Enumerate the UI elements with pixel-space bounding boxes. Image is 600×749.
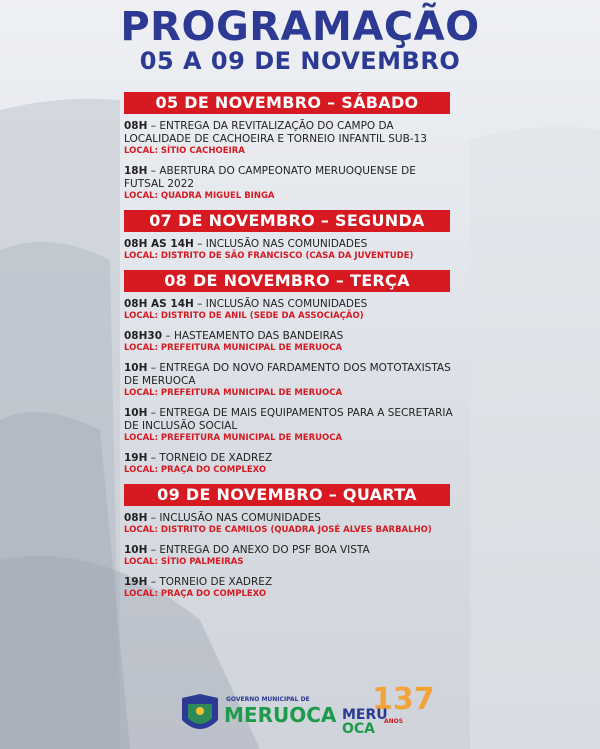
title-line-2: 05 A 09 DE NOVEMBRO xyxy=(139,47,461,75)
event-location: LOCAL: PREFEITURA MUNICIPAL DE MERUOCA xyxy=(124,388,343,398)
event-location: LOCAL: DISTRITO DE CAMILOS (QUADRA JOSÉ ALVES BARBALHO) xyxy=(124,525,432,535)
event-time: 08H AS 14H xyxy=(124,238,194,250)
event-time: 08H30 xyxy=(124,330,163,342)
event-item xyxy=(124,120,454,157)
event-text: – INCLUSÃO NAS COMUNIDADES xyxy=(193,238,368,250)
event-item xyxy=(124,452,454,476)
event-text: – ENTREGA DO ANEXO DO PSF BOA VISTA xyxy=(147,544,370,556)
day-block xyxy=(124,92,454,202)
anniv-label: ANOS xyxy=(384,718,404,725)
event-text: – ENTREGA DO NOVO FARDAMENTO DOS MOTOTAXISTAS DE MERUOCA xyxy=(124,362,451,387)
day-header: 08 DE NOVEMBRO – TERÇA xyxy=(124,270,450,292)
event-text: – ABERTURA DO CAMPEONATO MERUOQUENSE DE FUTSAL 2022 xyxy=(124,165,416,190)
event-item xyxy=(124,165,454,202)
event-description xyxy=(124,407,454,433)
event-location: LOCAL: DISTRITO DE SÃO FRANCISCO (CASA DA JUVENTUDE) xyxy=(124,251,414,261)
schedule xyxy=(124,92,454,608)
anniv-number: 137 xyxy=(372,682,435,717)
day-block xyxy=(124,270,454,476)
day-header: 07 DE NOVEMBRO – SEGUNDA xyxy=(124,210,450,232)
event-location: LOCAL: QUADRA MIGUEL BINGA xyxy=(124,191,275,201)
event-description xyxy=(124,298,454,311)
event-time: 10H xyxy=(124,362,148,374)
event-location: LOCAL: PREFEITURA MUNICIPAL DE MERUOCA xyxy=(124,343,343,353)
event-location: LOCAL: PRAÇA DO COMPLEXO xyxy=(124,465,267,475)
event-text: – HASTEAMENTO DAS BANDEIRAS xyxy=(162,330,344,342)
anniv-city-b: OCA xyxy=(342,721,376,737)
event-description xyxy=(124,452,454,465)
page-title xyxy=(0,6,600,74)
event-text: – ENTREGA DE MAIS EQUIPAMENTOS PARA A SECRETARIA DE INCLUSÃO SOCIAL xyxy=(124,407,453,432)
day-block xyxy=(124,210,454,262)
day-header: 05 DE NOVEMBRO – SÁBADO xyxy=(124,92,450,114)
event-time: 08H xyxy=(124,512,148,524)
event-text: – INCLUSÃO NAS COMUNIDADES xyxy=(193,298,368,310)
city-name: MERUOCA xyxy=(224,703,337,727)
event-time: 19H xyxy=(124,576,148,588)
event-item xyxy=(124,407,454,444)
event-location: LOCAL: PREFEITURA MUNICIPAL DE MERUOCA xyxy=(124,433,343,443)
event-time: 08H AS 14H xyxy=(124,298,194,310)
municipal-logo xyxy=(178,690,337,740)
event-description xyxy=(124,238,454,251)
event-location: LOCAL: SÍTIO CACHOEIRA xyxy=(124,146,245,156)
event-description xyxy=(124,512,454,525)
event-text: – TORNEIO DE XADREZ xyxy=(147,452,273,464)
event-item xyxy=(124,362,454,399)
event-item xyxy=(124,238,454,262)
event-item xyxy=(124,544,454,568)
event-location: LOCAL: PRAÇA DO COMPLEXO xyxy=(124,589,267,599)
day-block xyxy=(124,484,454,600)
event-description xyxy=(124,165,454,191)
event-item xyxy=(124,512,454,536)
event-description xyxy=(124,330,454,343)
event-item xyxy=(124,330,454,354)
event-text: – TORNEIO DE XADREZ xyxy=(147,576,273,588)
event-time: 19H xyxy=(124,452,148,464)
event-time: 10H xyxy=(124,407,148,419)
event-text: – ENTREGA DA REVITALIZAÇÃO DO CAMPO DA LOCALIDADE DE CACHOEIRA E TORNEIO INFANTIL SUB-13 xyxy=(124,120,427,145)
event-location: LOCAL: DISTRITO DE ANIL (SEDE DA ASSOCIAÇÃO) xyxy=(124,311,364,321)
title-line-1: PROGRAMAÇÃO xyxy=(120,4,480,50)
event-time: 10H xyxy=(124,544,148,556)
day-header: 09 DE NOVEMBRO – QUARTA xyxy=(124,484,450,506)
event-description xyxy=(124,544,454,557)
event-location: LOCAL: SÍTIO PALMEIRAS xyxy=(124,557,244,567)
gov-line: GOVERNO MUNICIPAL DE xyxy=(226,696,310,703)
event-description xyxy=(124,362,454,388)
event-time: 18H xyxy=(124,165,148,177)
anniv-city-a: MERU xyxy=(342,707,388,723)
event-description xyxy=(124,120,454,146)
event-item xyxy=(124,576,454,600)
event-time: 08H xyxy=(124,120,148,132)
anniversary-logo xyxy=(342,684,442,744)
event-text: – INCLUSÃO NAS COMUNIDADES xyxy=(147,512,321,524)
event-description xyxy=(124,576,454,589)
event-item xyxy=(124,298,454,322)
